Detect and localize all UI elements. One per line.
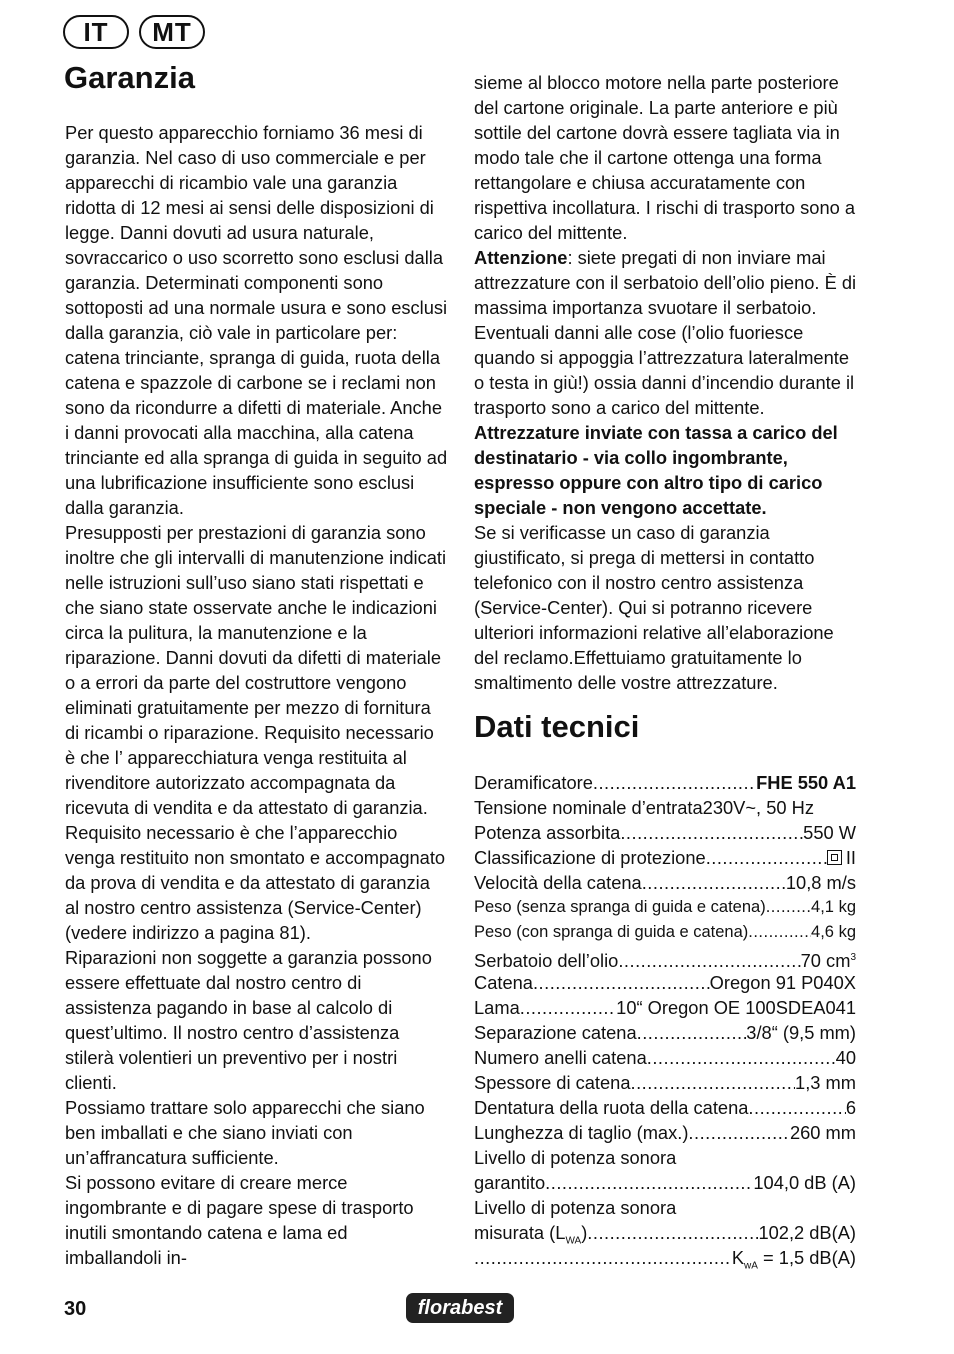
- attention-paragraph: [474, 245, 858, 420]
- spec-row: Velocità della catena ..... 10,8 m/s: [474, 870, 856, 895]
- spec-row: Livello di potenza sonora: [474, 1147, 677, 1168]
- spec-row: Classificazione di protezione ..... II: [474, 845, 856, 870]
- spec-row: Numero anelli catena ..... 40: [474, 1045, 856, 1070]
- paragraph: Presupposti per prestazioni di garanzia sono inoltre che gli intervalli di manutenzione indicati nelle istruzioni sull’uso siano stati rispettati e che siano state osservate anche le indicazioni circa la pulitura, la manutenzione e la riparazione. Danni dovuti da difetti di materiale o a errori da parte del costruttore vengono eliminati gratuitamente per mezzo di fornitura di ricambi o riparazione. Requisito necessario è che l’ apparecchiatura venga restituita al rivenditore autorizzato accompagnata da ricevuta di vendita e da attestato di garanzia. Requisito necessario è che l’apparecchio venga restituito non smontato e accompagnato da prova di vendita e da attestato di garanzia al nostro centro assistenza (Service-Center) (vedere indirizzo a pagina 81).: [65, 522, 447, 943]
- paragraph: Si possono evitare di creare merce ingombrante e di pagare spese di trasporto inutili smontando catena e lama ed imballandoli in-: [65, 1172, 414, 1268]
- language-badge-mt: MT: [139, 15, 205, 49]
- spec-row: Lama ..... 10“ Oregon OE 100SDEA041: [474, 995, 856, 1020]
- spec-table: [474, 770, 856, 1270]
- right-column: [474, 70, 858, 695]
- spec-row: Dentatura della ruota della catena ..... 6: [474, 1095, 856, 1120]
- attention-label: Attenzione: [474, 247, 568, 268]
- language-badge-it: IT: [63, 15, 129, 49]
- bold-notice: Attrezzature inviate con tassa a carico del destinatario - via collo ingombrante, espresso oppure con altro tipo di carico speciale - non vengono accettate.: [474, 422, 838, 518]
- paragraph: Riparazioni non soggette a garanzia possono essere effettuate dal nostro centro di assistenza pagando in base al calcolo di quest’ultimo. Il nostro centro d’assistenza stilerà volentieri un preventivo per i nostri clienti.: [65, 947, 432, 1093]
- paragraph: Se si verificasse un caso di garanzia giustificato, si prega di mettersi in contatto telefonico con il nostro centro assistenza (Service-Center). Qui si potranno ricevere ulteriori informazioni relative all’elaborazione del reclamo.Effettuiamo gratuitamente lo smaltimento delle vostre attrezzature.: [474, 522, 834, 693]
- spec-row: Deramificatore ..... FHE 550 A1: [474, 770, 856, 795]
- spec-row: Peso (senza spranga di guida e catena) ..... 4,1 kg: [474, 895, 856, 920]
- section-title-garanzia: Garanzia: [64, 60, 195, 95]
- spec-row: garantito ..... 104,0 dB (A): [474, 1170, 856, 1195]
- protection-class-icon: [827, 850, 842, 865]
- spec-row: Tensione nominale d’entrata 230V~, 50 Hz: [474, 797, 814, 818]
- spec-row: Serbatoio dell’olio ..... 70 $cm^3$: [474, 945, 856, 970]
- spec-row: ..... $K_{wA} = 1,5$ dB(A): [474, 1245, 856, 1270]
- spec-row: Catena ..... Oregon 91 P040X: [474, 970, 856, 995]
- spec-row: Livello di potenza sonora: [474, 1197, 677, 1218]
- spec-row: misurata $(L_{WA})$ ..... 102,2 dB(A): [474, 1220, 856, 1245]
- spec-row: Spessore di catena ..... 1,3 mm: [474, 1070, 856, 1095]
- page-number: 30: [64, 1298, 87, 1320]
- section-title-dati-tecnici: Dati tecnici: [474, 709, 640, 744]
- paragraph: sieme al blocco motore nella parte posteriore del cartone originale. La parte anteriore e più sottile del cartone dovrà essere tagliata via in modo tale che il cartone ottenga una forma rettangolare e chiusa accuratamente con rispettiva incollatura. I rischi di trasporto sono a carico del mittente.: [474, 72, 856, 243]
- paragraph: Per questo apparecchio forniamo 36 mesi di garanzia. Nel caso di uso commerciale e per apparecchi di ricambio vale una garanzia ridotta di 12 mesi ai sensi delle disposizioni di legge. Danni dovuti ad usura naturale, sovraccarico o uso scorretto sono esclusi dalla garanzia. Determinati componenti sono sottoposti ad una normale usura e sono esclusi dalla garanzia, ciò vale in particolare per: catena trinciante, spranga di guida, ruota della catena e spazzole di carbone se i reclami non sono da ricondurre a difetti di materiale. Anche i danni provocati alla macchina, alla catena trinciante ed alla spranga di guida in seguito ad una lubrificazione insufficiente sono esclusi dalla garanzia.: [65, 122, 448, 518]
- left-column: [65, 120, 449, 1270]
- logo-text: florabest: [406, 1293, 514, 1323]
- attention-text: : siete pregati di non inviare mai attrezzature con il serbatoio dell’olio pieno. È di massima importanza svuotare il serbatoio. Eventuali danni alle cose (l’olio fuoriesce quando si appoggia l’attrezzatura lateralmente o testa in giù!) ossia danni d’incendio durante il trasporto sono a carico del mittente.: [474, 247, 857, 418]
- spec-row: Separazione catena ..... 3/8“ (9,5 mm): [474, 1020, 856, 1045]
- paragraph: Possiamo trattare solo apparecchi che siano ben imballati e che siano inviati con un’affrancatura sufficiente.: [65, 1097, 425, 1168]
- spec-row: Peso (con spranga di guida e catena) ..... 4,6 kg: [474, 920, 856, 945]
- spec-row: Potenza assorbita ..... 550 W: [474, 820, 856, 845]
- spec-row: Lunghezza di taglio (max.) ..... 260 mm: [474, 1120, 856, 1145]
- brand-logo: [406, 1285, 516, 1325]
